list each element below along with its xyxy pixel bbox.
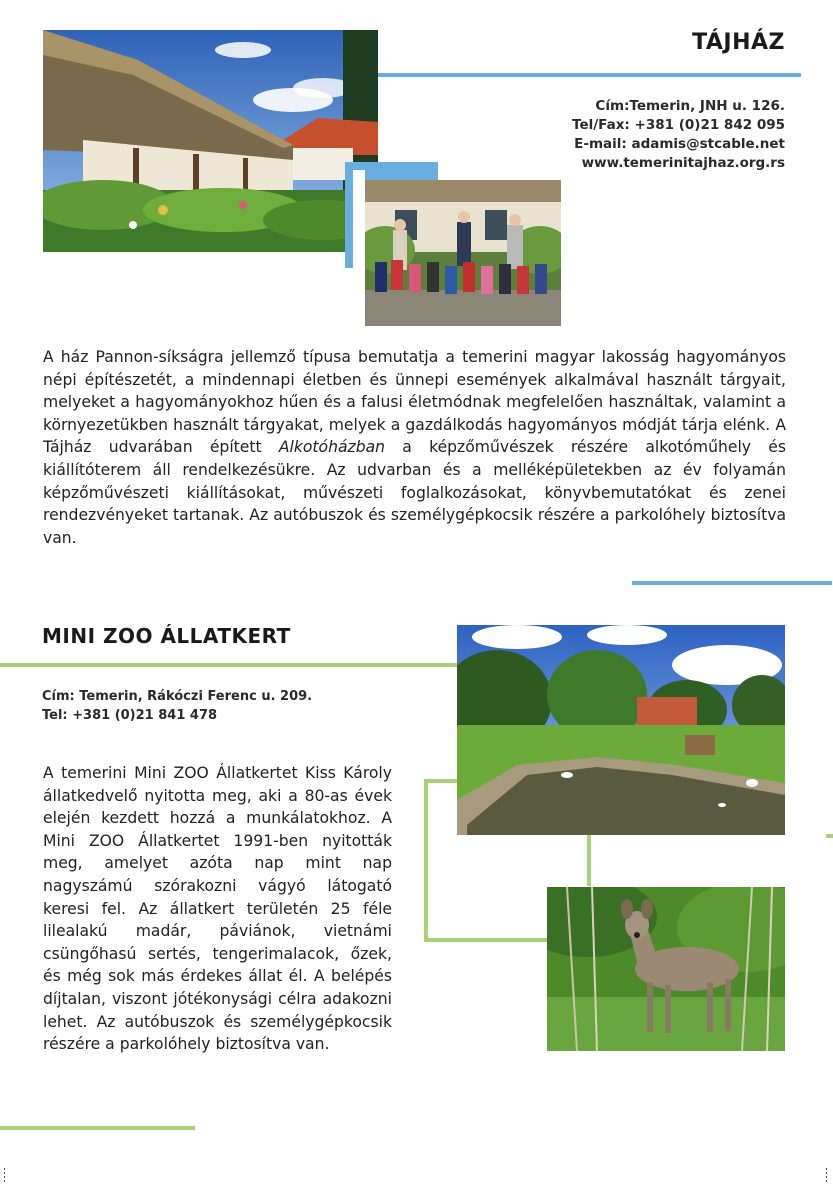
section-divider-rule [632,581,832,585]
zoo-pond-photo [457,625,785,835]
bottom-rule [0,1126,195,1130]
tajhaz-title: TÁJHÁZ [692,30,785,55]
tajhaz-email[interactable]: E-mail: adamis@stcable.net [574,136,785,152]
tajhaz-address: Cím:Temerin, JNH u. 126. [595,98,785,114]
zoo-description: A temerini Mini ZOO Állatkertet Kiss Károly állatkedvelő nyitotta meg, aki a 80-as évek elején kezdett hozzá a munkálatokhoz. A Mini ZOO Állatkertet 1991-ben nyitották meg, amelyet azóta nap mint nap nagyszámú szórakozni vágyó látogató keresi fel. Az állatkert területén 25 féle lilealakú madár, páviánok, vietnámi csüngőhasú sertés, tengerimalacok, őzek, és még sok más érdekes állat él. A belépés díjtalan, viszont jótékonysági célra adakozni lehet. Az autóbuszok és személygépkocsik részére a parkolóhely biztosítva van. [43,764,392,1054]
alkotohaz-term: Alkotóházban [278,438,386,457]
zoo-phone: Tel: +381 (0)21 841 478 [42,708,218,723]
zoo-connector-top [424,779,458,783]
zoo-contact [42,687,312,725]
zoo-connector-bottom [424,938,548,942]
zoo-connector-mid [587,834,591,886]
crop-mark-right [826,1168,827,1184]
zoo-right-tick [826,834,833,838]
tajhaz-contact [572,97,785,173]
tajhaz-description: A ház Pannon-síkságra jellemző típusa bemutatja a temerini magyar lakosság hagyományos népi építészetét, a mindennapi életben és ünnepi események alkalmával használt tárgyait, melyeket a hagyományokhoz hűen és a falusi életmódnak megfelelően használtak, valamint a környezetükben használt tárgyakat, melyek a gazdálkodás hagyományos módját tárja elénk. A Tájház udvarában épített Alkotóházban a képzőművészek részére alkotóműhely és kiállítóterem áll rendelkezésükre. Az udvarban és a melléképületekben az év folyamán képzőművészeti kiállításokat, művészeti foglalkozásokat, könyvbemutatókat és zenei rendezvényeket tartanak. Az autóbuszok és személygépkocsik részére a parkolóhely biztosítva van. [43,348,786,547]
school-children-photo [365,180,561,326]
roe-deer-photo [547,887,785,1051]
tajhaz-website[interactable]: www.temerinitajhaz.org.rs [581,155,785,171]
tajhaz-phone: Tel/Fax: +381 (0)21 842 095 [572,117,785,133]
thatched-house-photo [43,30,378,252]
zoo-title: MINI ZOO ÁLLATKERT [42,624,291,648]
zoo-address: Cím: Temerin, Rákóczi Ferenc u. 209. [42,689,313,704]
crop-mark-left [4,1168,5,1184]
zoo-connector-vertical [424,779,428,942]
